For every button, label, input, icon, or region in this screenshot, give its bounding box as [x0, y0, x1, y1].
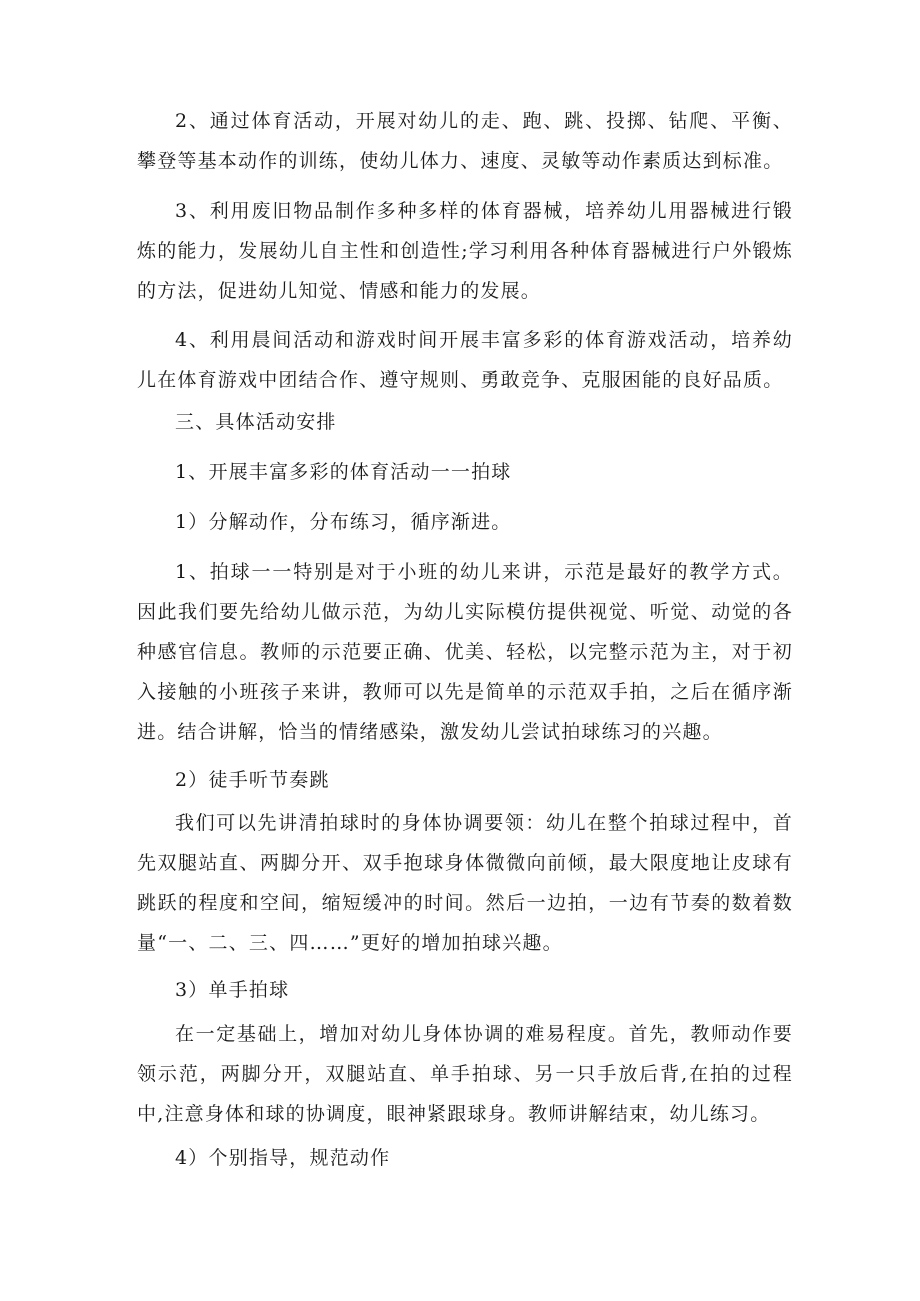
paragraph-demonstration: 1、拍球一一特别是对于小班的幼儿来讲，示范是最好的教学方式。因此我们要先给幼儿做示范，为幼儿实际模仿提供视觉、听觉、动觉的各种感官信息。教师的示范要正确、优美、轻松，以完整示范为主，对于初入接触的小班孩子来讲，教师可以先是简单的示范双手拍，之后在循序渐进。结合讲解，恰当的情绪感染，激发幼儿尝试拍球练习的兴趣。 — [137, 561, 793, 743]
subheading-step-4: 4）个别指导，规范动作 — [175, 1147, 391, 1169]
subheading-step-2: 2）徒手听节奏跳 — [175, 769, 330, 791]
subheading-step-3: 3）单手拍球 — [175, 979, 290, 1001]
paragraph-one-hand: 在一定基础上，增加对幼儿身体协调的难易程度。首先，教师动作要领示范，两脚分开，双腿站直、单手拍球、另一只手放后背,在拍的过程中,注意身体和球的协调度，眼神紧跟球身。教师讲解结束，幼儿练习。 — [137, 1023, 793, 1125]
paragraph-coordination: 我们可以先讲清拍球时的身体协调要领：幼儿在整个拍球过程中，首先双腿站直、两脚分开、双手抱球身体微微向前倾，最大限度地让皮球有跳跃的程度和空间，缩短缓冲的时间。然后一边拍，一边有节奏的数着数量“一、二、三、四……”更好的增加拍球兴趣。 — [137, 812, 793, 954]
paragraph-goal-3: 3、利用废旧物品制作多种多样的体育器械，培养幼儿用器械进行锻炼的能力，发展幼儿自主性和创造性;学习利用各种体育器械进行户外锻炼的方法，促进幼儿知觉、情感和能力的发展。 — [137, 200, 793, 302]
section-heading-activity-plan: 三、具体活动安排 — [175, 411, 337, 433]
paragraph-goal-2: 2、通过体育活动，开展对幼儿的走、跑、跳、投掷、钻爬、平衡、攀登等基本动作的训练，使幼儿体力、速度、灵敏等动作素质达到标准。 — [137, 110, 793, 172]
paragraph-goal-4: 4、利用晨间活动和游戏时间开展丰富多彩的体育游戏活动，培养幼儿在体育游戏中团结合作、遵守规则、勇敢竞争、克服困能的良好品质。 — [137, 329, 793, 391]
subheading-step-1: 1）分解动作，分布练习，循序渐进。 — [175, 511, 512, 533]
subheading-ball-bouncing: 1、开展丰富多彩的体育活动一一拍球 — [175, 461, 512, 483]
